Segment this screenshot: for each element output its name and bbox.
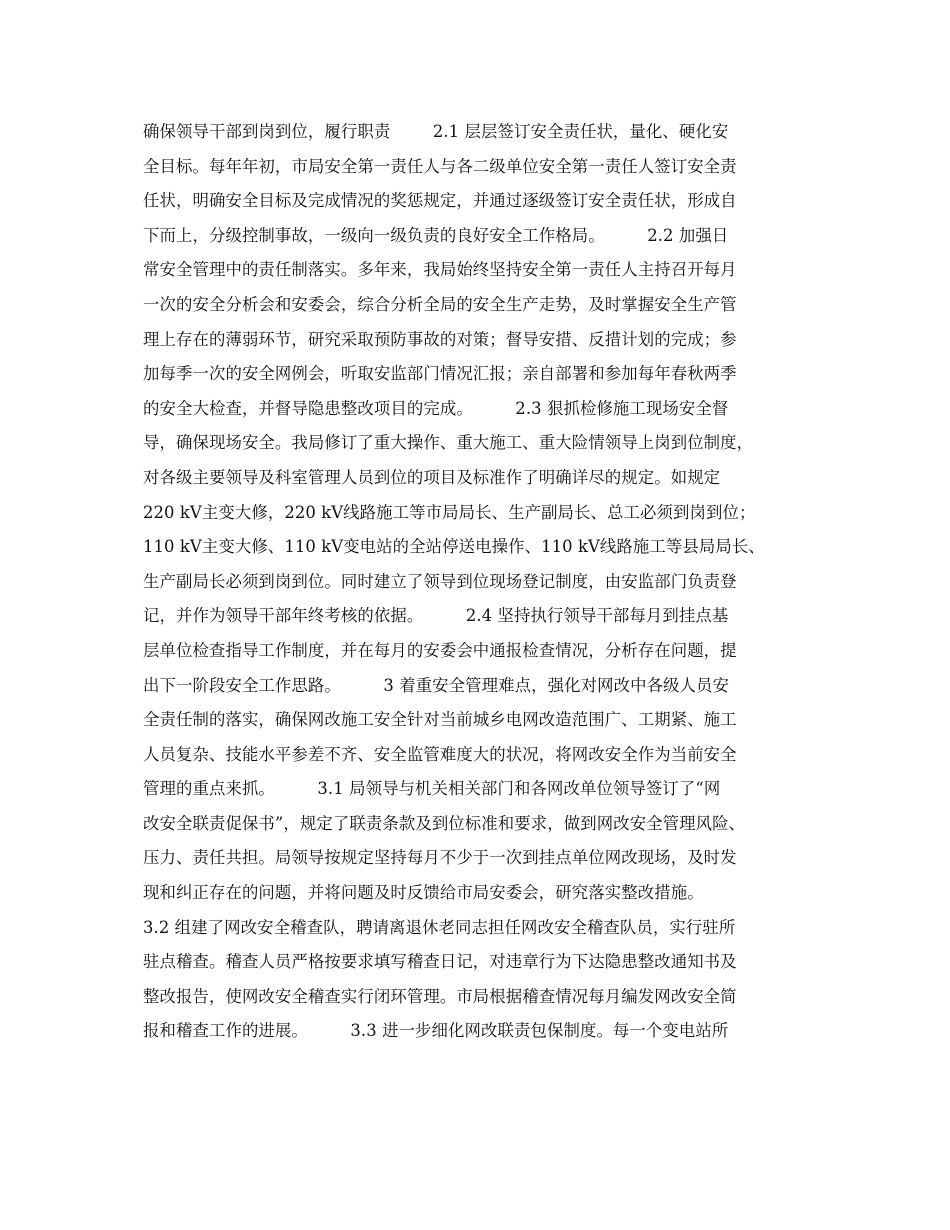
text-line: 110 kV主变大修、110 kV变电站的全站停送电操作、110 kV线路施工等县局局长、 — [143, 537, 765, 557]
text-line: 220 kV主变大修，220 kV线路施工等市局局长、生产副局长、总工必须到岗到位； — [143, 502, 756, 522]
text-line: 对各级主要领导及科室管理人员到位的项目及标准作了明确详尽的规定。如规定 — [143, 467, 721, 487]
text-line: 出下一阶段安全工作思路。 3 着重安全管理难点，强化对网改中各级人员安 — [143, 675, 730, 695]
text-line: 生产副局长必须到岗到位。同时建立了领导到位现场登记制度，由安监部门负责登 — [143, 571, 737, 591]
text-line: 下而上，分级控制事故，一级向一级负责的良好安全工作格局。 2.2 加强日 — [143, 225, 729, 245]
text-line: 整改报告，使网改安全稽查实行闭环管理。市局根据稽查情况每月编发网改安全简 — [143, 986, 737, 1006]
text-line: 的安全大检查，并督导隐患整改项目的完成。 2.3 狠抓检修施工现场安全督 — [143, 398, 729, 418]
text-line: 确保领导干部到岗到位，履行职责 2.1 层层签订安全责任状，量化、硬化安 — [143, 122, 729, 141]
text-line: 任状，明确安全目标及完成情况的奖惩规定，并通过逐级签订安全责任状，形成自 — [143, 191, 737, 211]
text-line: 报和稽查工作的进展。 3.3 进一步细化网改联责包保制度。每一个变电站所 — [143, 1021, 729, 1041]
body-text — [143, 115, 823, 1049]
text-line: 人员复杂、技能水平参差不齐、安全监管难度大的状况，将网改安全作为当前安全 — [143, 744, 737, 764]
text-line: 管理的重点来抓。 3.1 局领导与机关相关部门和各网改单位领导签订了“网 — [143, 779, 721, 799]
text-line: 改安全联责促保书”，规定了联责条款及到位标准和要求，做到网改安全管理风险、 — [143, 813, 746, 833]
text-line: 一次的安全分析会和安委会，综合分析全局的安全生产走势，及时掌握安全生产管 — [143, 294, 737, 314]
text-line: 记，并作为领导干部年终考核的依据。 2.4 坚持执行领导干部每月到挂点基 — [143, 606, 729, 626]
text-line: 驻点稽查。稽查人员严格按要求填写稽查日记，对违章行为下达隐患整改通知书及 — [143, 952, 737, 972]
text-line: 全责任制的落实，确保网改施工安全针对当前城乡电网改造范围广、工期紧、施工 — [143, 710, 737, 730]
text-line: 导，确保现场安全。我局修订了重大操作、重大施工、重大险情领导上岗到位制度， — [143, 433, 754, 453]
text-line: 理上存在的薄弱环节，研究采取预防事故的对策；督导安措、反措计划的完成；参 — [143, 329, 737, 349]
text-line: 加每季一次的安全网例会，听取安监部门情况汇报；亲自部署和参加每年春秋两季 — [143, 364, 737, 384]
text-line: 全目标。每年年初，市局安全第一责任人与各二级单位安全第一责任人签订安全责 — [143, 156, 737, 176]
text-line: 3.2 组建了网改安全稽查队，聘请离退休老同志担任网改安全稽查队员，实行驻所 — [143, 917, 736, 937]
text-line: 层单位检查指导工作制度，并在每月的安委会中通报检查情况，分析存在问题，提 — [143, 640, 737, 660]
text-line: 常安全管理中的责任制落实。多年来，我局始终坚持安全第一责任人主持召开每月 — [143, 260, 737, 280]
text-line: 现和纠正存在的问题，并将问题及时反馈给市局安委会，研究落实整改措施。 — [143, 883, 704, 903]
text-line: 压力、责任共担。局领导按规定坚持每月不少于一次到挂点单位网改现场，及时发 — [143, 848, 737, 868]
